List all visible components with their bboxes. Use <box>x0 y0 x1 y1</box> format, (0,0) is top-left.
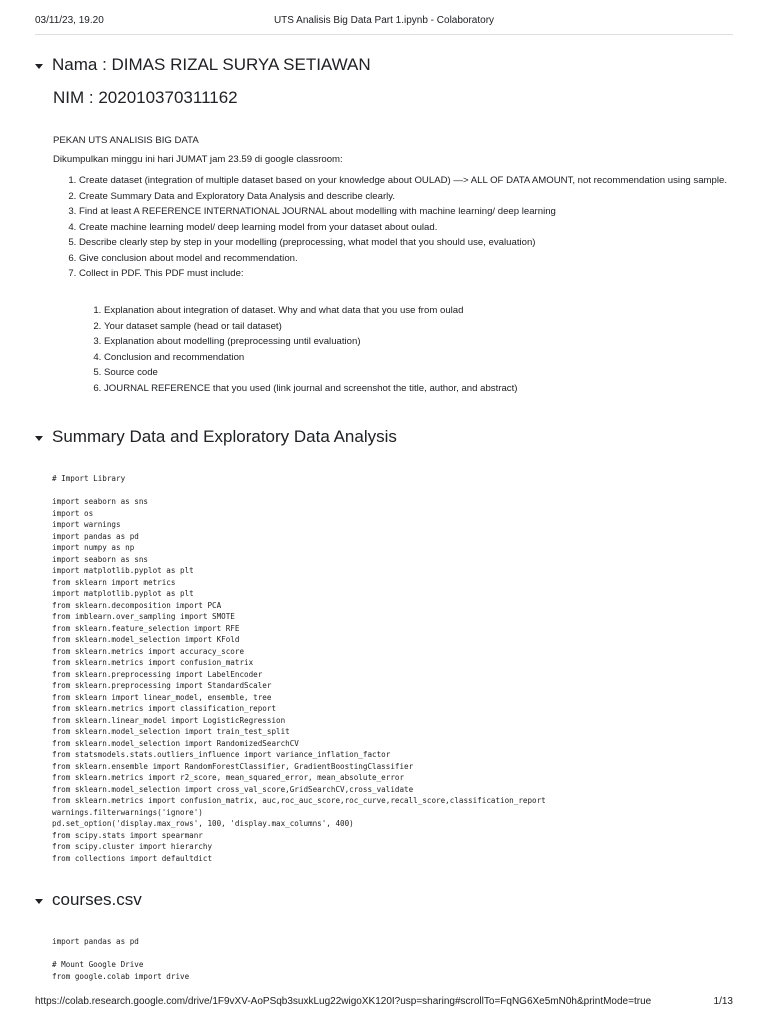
section-summary[interactable] <box>35 427 397 447</box>
list-item: 2. Create Summary Data and Exploratory Data Analysis and describe clearly. <box>79 189 739 205</box>
intro-title: PEKAN UTS ANALISIS BIG DATA <box>53 135 199 146</box>
list-item: 3. Find at least A REFERENCE INTERNATIONAL JOURNAL about modelling with machine learning/ deep learning <box>79 204 739 220</box>
nama-heading: Nama : DIMAS RIZAL SURYA SETIAWAN <box>52 55 371 74</box>
list-item: 7. Collect in PDF. This PDF must include: <box>79 266 739 282</box>
list-item: 5. Source code <box>104 365 724 381</box>
intro-deadline: Dikumpulkan minggu ini hari JUMAT jam 23.59 di google classroom: <box>53 154 343 165</box>
print-document-title: UTS Analisis Big Data Part 1.ipynb - Colaboratory <box>273 15 495 26</box>
print-datetime: 03/11/23, 19.20 <box>35 15 104 26</box>
collapse-caret-icon[interactable] <box>35 64 43 69</box>
import-code-cell[interactable]: # Import Library import seaborn as sns import os import warnings import pandas as pd import numpy as np import seaborn as sns import matplotlib.pyplot as plt from sklearn import metrics import matplotlib.pyplot as plt from sklearn.decomposition import PCA from imblearn.over_sampling import SMOTE from sklearn.feature_selection import RFE from sklearn.model_selection import KFold from sklearn.metrics import accuracy_score from sklearn.metrics import confusion_matrix from sklearn.preprocessing import LabelEncoder from sklearn.preprocessing import StandardScaler from sklearn import linear_model, ensemble, tree from sklearn.metrics import classification_report from sklearn.linear_model import LogisticRegression from sklearn.model_selection import train_test_split from sklearn.model_selection import RandomizedSearchCV from statsmodels.stats.outliers_influence import variance_inflation_factor from sklearn.ensemble import RandomForestClassifier, GradientBoostingClassifier from sklearn.metrics import r2_score, mean_squared_error, mean_absolute_error from sklearn.model_selection import cross_val_score,GridSearchCV,cross_validate from sklearn.metrics import confusion_matrix, auc,roc_auc_score,roc_curve,recall_score,classification_report warnings.filterwarnings('ignore') pd.set_option('display.max_rows', 100, 'display.max_columns', 400) from scipy.stats import spearmanr from scipy.cluster import hierarchy from collections import defaultdict <box>52 474 546 863</box>
list-item: 6. Give conclusion about model and recommendation. <box>79 251 739 267</box>
list-item: 3. Explanation about modelling (preprocessing until evaluation) <box>104 334 724 350</box>
summary-heading: Summary Data and Exploratory Data Analysis <box>52 427 397 446</box>
print-footer <box>35 996 733 1010</box>
page-number: 1/13 <box>713 996 733 1007</box>
section-courses[interactable] <box>35 890 142 910</box>
courses-code-cell[interactable]: import pandas as pd # Mount Google Drive from google.colab import drive <box>52 937 190 981</box>
list-item: 1. Create dataset (integration of multiple dataset based on your knowledge about OULAD) —> ALL OF DATA AMOUNT, not recommendation using sample. <box>79 173 739 189</box>
list-item: 6. JOURNAL REFERENCE that you used (link journal and screenshot the title, author, and abstract) <box>104 381 724 397</box>
section-nama[interactable] <box>35 55 371 75</box>
courses-heading: courses.csv <box>52 890 142 909</box>
list-item: 1. Explanation about integration of dataset. Why and what data that you use from oulad <box>104 303 724 319</box>
list-item: 5. Describe clearly step by step in your modelling (preprocessing, what model that you should use, evaluation) <box>79 235 739 251</box>
pdf-requirements-list <box>78 303 724 396</box>
list-item: 4. Conclusion and recommendation <box>104 350 724 366</box>
list-item: 4. Create machine learning model/ deep learning model from your dataset about oulad. <box>79 220 739 236</box>
collapse-caret-icon[interactable] <box>35 436 43 441</box>
list-item: 2. Your dataset sample (head or tail dataset) <box>104 319 724 335</box>
task-list <box>53 173 739 282</box>
header-divider <box>35 34 733 35</box>
nim-heading: NIM : 202010370311162 <box>53 88 238 107</box>
print-header <box>35 15 733 29</box>
collapse-caret-icon[interactable] <box>35 899 43 904</box>
print-url: https://colab.research.google.com/drive/1F9vXV-AoPSqb3suxkLug22wigoXK120I?usp=sharing#scrollTo=FqNG6Xe5mN0h&printMode=true <box>35 996 652 1007</box>
